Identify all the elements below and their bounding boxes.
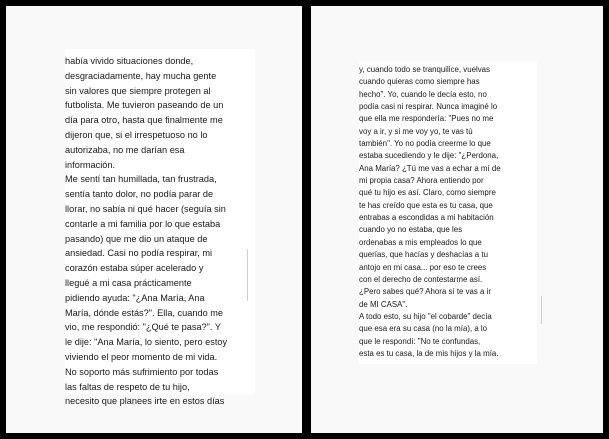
text-line: ordenabas a mis empleados lo que — [359, 237, 482, 247]
text-line: qué tu hijo es así. Claro, como siempre — [359, 188, 496, 198]
text-line: ¿Pero sabes qué? Ahora sí te vas a ir — [359, 287, 492, 297]
text-line: día para otro, hasta que finalmente me — [65, 115, 223, 126]
left-scroll-indicator[interactable] — [247, 249, 248, 301]
text-line: llegué a mi casa prácticamente — [65, 277, 192, 288]
text-line: antojo en mi casa... por eso te crees — [359, 262, 487, 272]
text-line: información. — [65, 159, 116, 170]
text-line: pasando) que me dio un ataque de — [65, 233, 208, 244]
text-line: cuando yo no estaba, que les — [359, 225, 463, 235]
text-line: viviendo el peor momento de mi vida. — [65, 351, 218, 362]
text-line: podía casi ni respirar. Nunca imaginé lo — [359, 102, 498, 112]
text-line: te has creído que esta es tu casa, que — [359, 200, 493, 210]
text-line: querías, que hacías y deshacías a tu — [359, 250, 488, 260]
text-line: necesito que planees irte en estos días — [65, 396, 225, 407]
text-line: voy a ir, y si me voy yo, te vas tú — [359, 126, 473, 136]
text-line: que esa era su casa (no la mía), a lo — [359, 324, 488, 334]
text-line: A todo esto, su hijo "el cobarde" decía — [359, 311, 492, 321]
text-line: había vivido situaciones donde, — [65, 56, 194, 66]
text-line: de MI CASA". — [359, 299, 408, 309]
text-line: con el derecho de contestarme así. — [359, 274, 483, 284]
text-line: ansiedad. Casi no podía respirar, mi — [65, 248, 213, 259]
text-line: desgraciadamente, hay mucha gente — [65, 70, 217, 81]
text-line: esta es tu casa, la de mis hijos y la mía. — [359, 348, 499, 358]
text-line: pidiendo ayuda: "¿Ana María, Ana — [65, 292, 205, 303]
text-line: también". Yo no podía creerme lo que — [359, 139, 491, 149]
text-line: corazón estaba súper acelerado y — [65, 263, 204, 274]
text-line: vio, me respondió: "¿Qué te pasa?". Y — [65, 322, 221, 333]
left-page-screenshot — [6, 6, 302, 433]
text-line: María, dónde estás?". Ella, cuando me — [65, 307, 224, 318]
text-line: llorar, no sabía ni qué hacer (seguía sin — [65, 203, 226, 214]
right-page-text — [359, 62, 537, 364]
text-line: No soporto más sufrimiento por todas — [65, 366, 219, 377]
text-line: las faltas de respeto de tu hijo, — [65, 381, 190, 392]
text-line: sentía tanto dolor, no podía parar de — [65, 189, 214, 200]
text-line: autorizaba, no me darían esa — [65, 144, 185, 155]
text-line: futbolista. Me tuvieron paseando de un — [65, 100, 224, 111]
text-line: contarle a mi familia por lo que estaba — [65, 218, 221, 229]
text-line: dijeron que, si el irrespetuoso no lo — [65, 129, 208, 140]
text-line: entrabas a escondidas a mi habitación — [359, 213, 494, 223]
text-line: Ana María? ¿Tú me vas a echar a mí de — [359, 163, 501, 173]
right-page-screenshot — [311, 6, 603, 433]
text-line: que le respondí: "No te confundas, — [359, 336, 481, 346]
left-page-text — [65, 49, 255, 407]
text-line: estaba sucediendo y le dije: "¿Perdona, — [359, 151, 499, 161]
text-line: mi propia casa? Ahora entiendo por — [359, 176, 484, 186]
text-line: que ella me respondería: "Pues no me — [359, 114, 494, 124]
right-scroll-indicator[interactable] — [541, 296, 542, 324]
text-line: hecho". Yo, cuando le decía esto, no — [359, 89, 487, 99]
text-line: sin valores que siempre protegen al — [65, 85, 211, 96]
text-line: cuando quieras como siempre has — [359, 77, 480, 87]
text-line: y, cuando todo se tranquilice, vuelvas — [359, 65, 491, 74]
text-line: le dije: "Ana María, lo siento, pero estoy — [65, 337, 228, 348]
text-line: Me sentí tan humillada, tan frustrada, — [65, 174, 217, 185]
